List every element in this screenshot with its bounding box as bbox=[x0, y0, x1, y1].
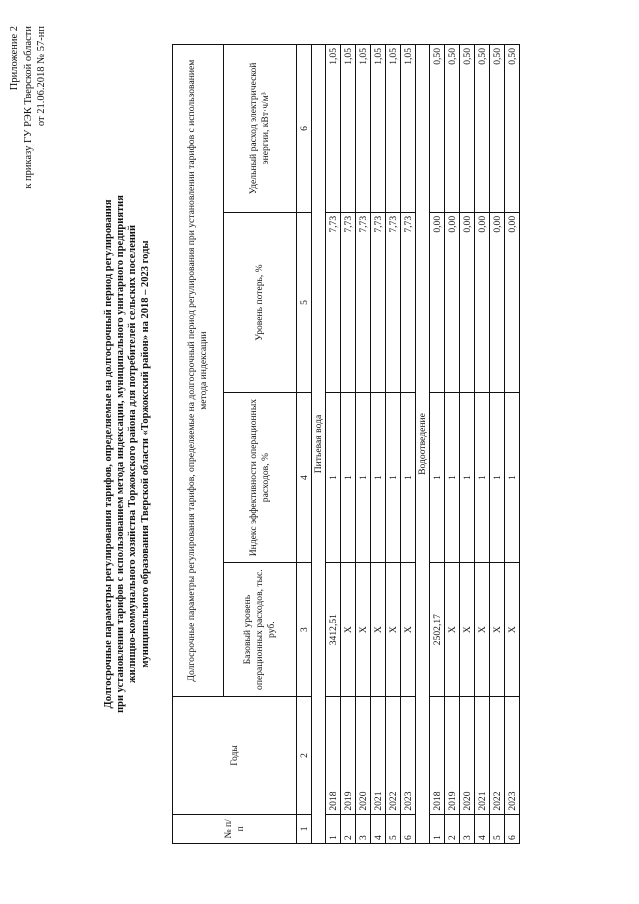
table-row bbox=[430, 45, 445, 844]
column-number-cell: 5 bbox=[297, 212, 312, 392]
header-group: Долгосрочные параметры регулирования тарифов, определяемые на долгосрочный период регулирования при установлении тарифов с использованием метода индексации bbox=[173, 45, 224, 697]
table-row bbox=[475, 45, 490, 844]
header-energy-consumption: Удельный расход электрической энергии, кВт·ч/м³ bbox=[224, 45, 297, 213]
table-row bbox=[460, 45, 475, 844]
base-costs-cell: Х bbox=[460, 563, 475, 697]
section-header-row bbox=[312, 45, 326, 844]
year-cell: 2022 bbox=[490, 697, 505, 814]
efficiency-index-cell: 1 bbox=[386, 393, 401, 563]
efficiency-index-cell: 1 bbox=[356, 393, 371, 563]
appendix-line-2: к приказу ГУ РЭК Тверской области bbox=[22, 26, 34, 189]
base-costs-cell: Х bbox=[371, 563, 386, 697]
year-cell: 2018 bbox=[326, 697, 341, 814]
row-number-cell: 4 bbox=[475, 814, 490, 843]
row-number-cell: 5 bbox=[386, 814, 401, 843]
table-row bbox=[356, 45, 371, 844]
energy-consumption-cell: 0,50 bbox=[430, 45, 445, 213]
tariff-parameters-table bbox=[172, 44, 520, 844]
table-body bbox=[297, 45, 520, 844]
table-row bbox=[371, 45, 386, 844]
appendix-header bbox=[8, 26, 49, 189]
table-row bbox=[490, 45, 505, 844]
efficiency-index-cell: 1 bbox=[371, 393, 386, 563]
energy-consumption-cell: 0,50 bbox=[445, 45, 460, 213]
appendix-line-1: Приложение 2 bbox=[9, 26, 20, 91]
header-loss-level: Уровень потерь, % bbox=[224, 212, 297, 392]
base-costs-cell: Х bbox=[490, 563, 505, 697]
loss-level-cell: 7,73 bbox=[341, 212, 356, 392]
loss-level-cell: 7,73 bbox=[386, 212, 401, 392]
title-line-2: при установлении тарифов с использованием метода индексации, муниципального унитарного предприятия bbox=[115, 195, 127, 713]
base-costs-cell: Х bbox=[341, 563, 356, 697]
loss-level-cell: 7,73 bbox=[326, 212, 341, 392]
loss-level-cell: 0,00 bbox=[505, 212, 520, 392]
efficiency-index-cell: 1 bbox=[326, 393, 341, 563]
base-costs-cell: Х bbox=[505, 563, 520, 697]
table-row bbox=[401, 45, 416, 844]
base-costs-cell: Х bbox=[475, 563, 490, 697]
year-cell: 2023 bbox=[401, 697, 416, 814]
year-cell: 2019 bbox=[341, 697, 356, 814]
base-costs-cell: 2502,17 bbox=[430, 563, 445, 697]
loss-level-cell: 7,73 bbox=[356, 212, 371, 392]
energy-consumption-cell: 0,50 bbox=[475, 45, 490, 213]
row-number-cell: 4 bbox=[371, 814, 386, 843]
table-row bbox=[326, 45, 341, 844]
efficiency-index-cell: 1 bbox=[490, 393, 505, 563]
loss-level-cell: 0,00 bbox=[490, 212, 505, 392]
row-number-cell: 1 bbox=[430, 814, 445, 843]
energy-consumption-cell: 0,50 bbox=[490, 45, 505, 213]
energy-consumption-cell: 0,50 bbox=[460, 45, 475, 213]
title-line-4: муниципального образования Тверской области «Торжокский район» на 2018 – 2023 годы bbox=[139, 240, 151, 668]
energy-consumption-cell: 0,50 bbox=[505, 45, 520, 213]
row-number-cell: 2 bbox=[341, 814, 356, 843]
column-number-cell: 6 bbox=[297, 45, 312, 213]
row-number-cell: 3 bbox=[460, 814, 475, 843]
efficiency-index-cell: 1 bbox=[445, 393, 460, 563]
year-cell: 2019 bbox=[445, 697, 460, 814]
year-cell: 2021 bbox=[371, 697, 386, 814]
header-num: № п/п bbox=[173, 814, 297, 843]
header-efficiency-index: Индекс эффективности операционных расходов, % bbox=[224, 393, 297, 563]
column-number-cell: 2 bbox=[297, 697, 312, 814]
base-costs-cell: Х bbox=[386, 563, 401, 697]
energy-consumption-cell: 1,05 bbox=[356, 45, 371, 213]
loss-level-cell: 0,00 bbox=[445, 212, 460, 392]
column-number-cell: 1 bbox=[297, 814, 312, 843]
loss-level-cell: 7,73 bbox=[371, 212, 386, 392]
efficiency-index-cell: 1 bbox=[401, 393, 416, 563]
energy-consumption-cell: 1,05 bbox=[401, 45, 416, 213]
year-cell: 2020 bbox=[356, 697, 371, 814]
row-number-cell: 6 bbox=[505, 814, 520, 843]
efficiency-index-cell: 1 bbox=[430, 393, 445, 563]
row-number-cell: 6 bbox=[401, 814, 416, 843]
loss-level-cell: 7,73 bbox=[401, 212, 416, 392]
table-row bbox=[445, 45, 460, 844]
loss-level-cell: 0,00 bbox=[430, 212, 445, 392]
loss-level-cell: 0,00 bbox=[475, 212, 490, 392]
efficiency-index-cell: 1 bbox=[460, 393, 475, 563]
year-cell: 2021 bbox=[475, 697, 490, 814]
row-number-cell: 5 bbox=[490, 814, 505, 843]
row-number-cell: 3 bbox=[356, 814, 371, 843]
section-header-row bbox=[416, 45, 430, 844]
year-cell: 2023 bbox=[505, 697, 520, 814]
loss-level-cell: 0,00 bbox=[460, 212, 475, 392]
energy-consumption-cell: 1,05 bbox=[326, 45, 341, 213]
efficiency-index-cell: 1 bbox=[341, 393, 356, 563]
column-number-cell: 3 bbox=[297, 563, 312, 697]
row-number-cell: 2 bbox=[445, 814, 460, 843]
base-costs-cell: Х bbox=[445, 563, 460, 697]
base-costs-cell: Х bbox=[401, 563, 416, 697]
section-title: Питьевая вода bbox=[312, 45, 326, 844]
column-number-row bbox=[297, 45, 312, 844]
table-row bbox=[505, 45, 520, 844]
year-cell: 2018 bbox=[430, 697, 445, 814]
table-row bbox=[386, 45, 401, 844]
table-row bbox=[341, 45, 356, 844]
efficiency-index-cell: 1 bbox=[505, 393, 520, 563]
header-base-costs: Базовый уровень операционных расходов, тыс. руб. bbox=[224, 563, 297, 697]
document-title bbox=[103, 44, 152, 864]
base-costs-cell: Х bbox=[356, 563, 371, 697]
energy-consumption-cell: 1,05 bbox=[371, 45, 386, 213]
year-cell: 2022 bbox=[386, 697, 401, 814]
header-years: Годы bbox=[173, 697, 297, 814]
year-cell: 2020 bbox=[460, 697, 475, 814]
column-number-cell: 4 bbox=[297, 393, 312, 563]
appendix-line-3: от 21.06.2018 № 57-нп bbox=[36, 26, 47, 127]
efficiency-index-cell: 1 bbox=[475, 393, 490, 563]
section-title: Водоотведение bbox=[416, 45, 430, 844]
energy-consumption-cell: 1,05 bbox=[341, 45, 356, 213]
title-line-3: жилищно-коммунального хозяйства Торжокского района для потребителей сельских поселений bbox=[127, 224, 139, 684]
title-line-1: Долгосрочные параметры регулирования тарифов, определяемые на долгосрочный период регулирования bbox=[103, 199, 114, 709]
base-costs-cell: 3412,51 bbox=[326, 563, 341, 697]
energy-consumption-cell: 1,05 bbox=[386, 45, 401, 213]
row-number-cell: 1 bbox=[326, 814, 341, 843]
